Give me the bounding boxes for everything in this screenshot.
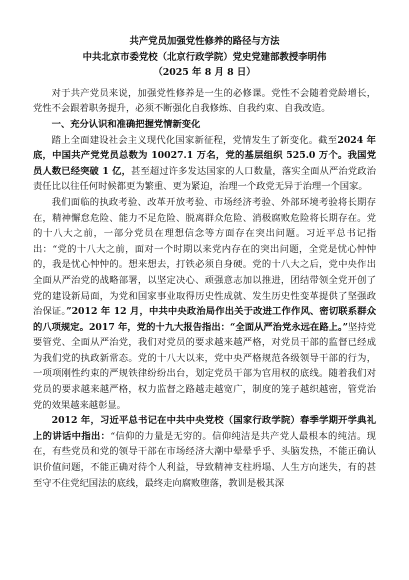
paragraph-1-part-a: 踏上全面建设社会主义现代化国家新征程，党情发生了新变化。截至: [51, 134, 338, 146]
paragraph-1: [33, 133, 376, 195]
document-title: 共产党员加强党性修养的路径与方法: [129, 36, 280, 47]
paragraph-3-part-b: “信仰的力量是无穷的。信仰纯洁是共产党人最根本的纯洁。现在，有些党员和党的领导干部在市场经济大潮中晕晕乎乎、头脑发热，不能正确认识价值问题，不能正确对待个人利益，导致精神支柱坍塌、人生方向迷失，有的甚至守不住党纪国法的底线，最终走向腐败堕落，教训是极其深: [33, 430, 376, 489]
paragraph-2-part-a: 我们面临的执政考验、改革开放考验、市场经济考验、外部环境考验将长期存在，精神懈怠危险、能力不足危险、脱离群众危险、消极腐败危险将长期存在。党的十八大之前，一部分党员在理想信念等方面存在突出问题。习近平总书记指出：“党的十八大之前，面对一个时期以来党内存在的突出问题，全党是忧心忡忡的，我是忧心忡忡的。想来想去，打铁必须自身硬。党的十八大之后，党中央作出全面从严治党的战略部署，以坚定决心、顽强意志加以推进，团结带领全党开创了党的建设新局面，为党和国家事业取得历史性成就、发生历史性变革提供了坚强政治保证。: [33, 196, 376, 318]
intro-paragraph: 对于共产党员来说，加强党性修养是一生的必修课。党性不会随着党龄增长，党性不会跟着职务提升，必须不断强化自我修炼、自我约束、自我改造。: [33, 87, 376, 115]
section-heading: 一、充分认识和准确把握党情新变化: [51, 118, 201, 130]
document-author: 中共北京市委党校（北京行政学院）党史党建部教授李明伟: [82, 51, 327, 63]
paragraph-2-part-c: 坚持党要管党、全面从严治党，我们对党员的要求越来越严格，对党员干部的监督已经成为我们党的执政新常态。党的十八大以来，党中央严格规范各级领导干部的行为，一项项刚性约束的严规铁律纷纷出台，划定党员干部为官用权的底线。随着我们对党员的要求越来越严格，权力监督之路越走越宽广，制度的笼子越织越密，管党治党的效果越来越彰显。: [33, 321, 376, 411]
paragraph-2-part-b: ”2012 年 12 月，中共中央政治局作出关于改进工作作风、密切联系群众的八项规定。2017 年，党的十九大报告指出：“全面从严治党永远在路上。”: [33, 306, 376, 333]
paragraph-2: [33, 195, 376, 413]
paragraph-3: [33, 413, 376, 491]
paragraph-1-part-b: 2024 年底，中国共产党党员总数为 10027.1 万名，党的基层组织 525.0 万个。我国党员人数已经突破 1 亿，: [33, 134, 376, 177]
paragraph-1-part-c: 甚至超过许多发达国家的人口数量，落实全面从严治党政治责任比以往任何时候都更为繁重、更为紧迫，治理一个政党无异于治理一个国家。: [33, 165, 376, 193]
paragraph-3-part-a: 2012 年，习近平总书记在中共中央党校（国家行政学院）春季学期开学典礼上的讲话中指出：: [33, 415, 376, 442]
document-date: （2025 年 8 月 8 日）: [153, 67, 256, 79]
